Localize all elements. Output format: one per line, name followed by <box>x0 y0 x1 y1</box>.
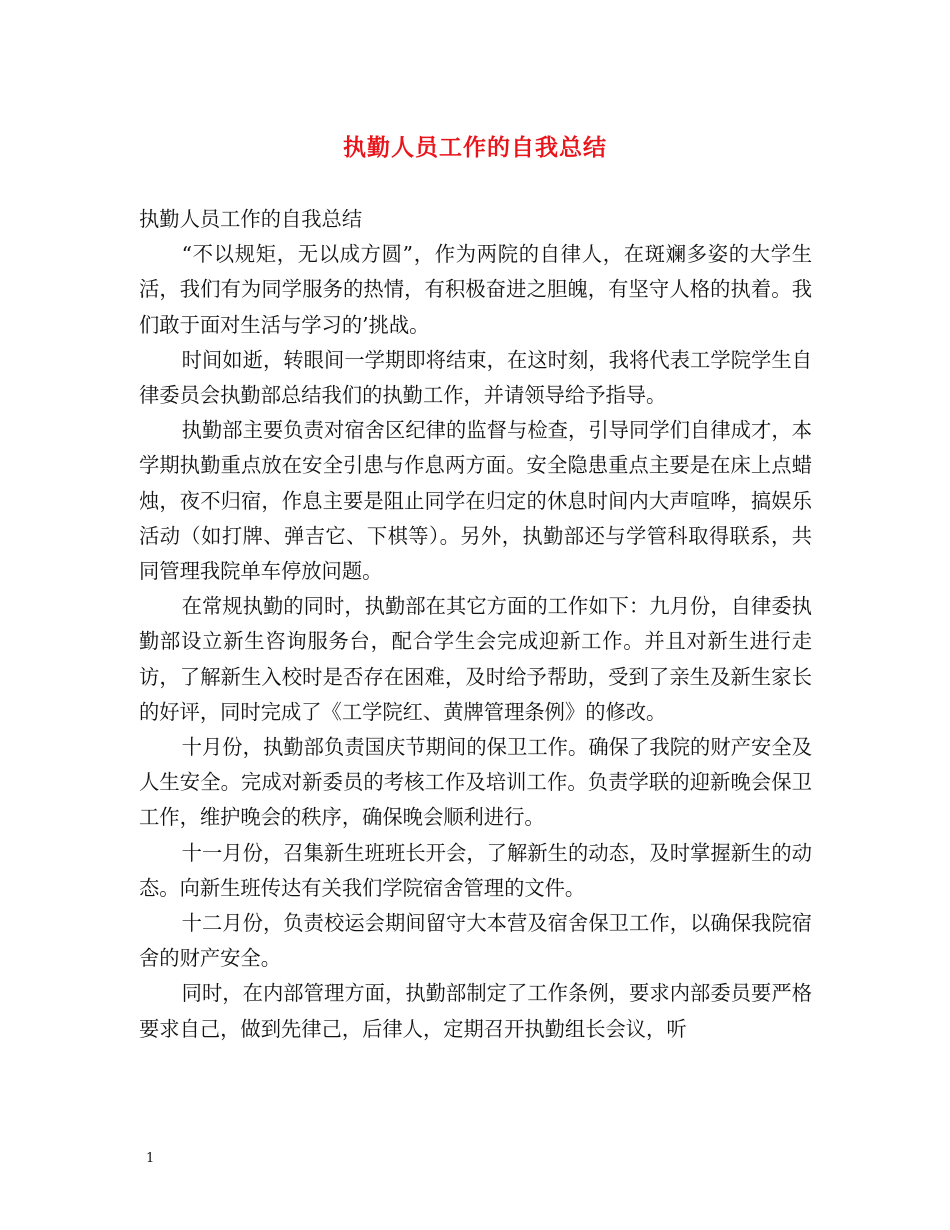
body-paragraph: 时间如逝，转眼间一学期即将结束，在这时刻，我将代表工学院学生自律委员会执勤部总结我们的执勤工作，并请领导给予指导。 <box>139 347 812 408</box>
body-paragraph: 同时，在内部管理方面，执勤部制定了工作条例，要求内部委员要严格要求自己，做到先律己，后律人，定期召开执勤组长会议，听 <box>139 981 812 1041</box>
body-paragraph: 十月份，执勤部负责国庆节期间的保卫工作。确保了我院的财产安全及人生安全。完成对新委员的考核工作及培训工作。负责学联的迎新晚会保卫工作，维护晚会的秩序，确保晚会顺利进行。 <box>139 735 812 830</box>
body-paragraph: 在常规执勤的同时，执勤部在其它方面的工作如下：九月份，自律委执勤部设立新生咨询服务台，配合学生会完成迎新工作。并且对新生进行走访，了解新生入校时是否存在困难，及时给予帮助，受到了亲生及新生家长的好评，同时完成了《工学院红、黄牌管理条例》的修改。 <box>139 594 812 724</box>
document-body <box>139 202 812 1047</box>
body-paragraph: 执勤部主要负责对宿舍区纪律的监督与检查，引导同学们自律成才，本学期执勤重点放在安全引患与作息两方面。安全隐患重点主要是在床上点蜡烛，夜不归宿，作息主要是阻止同学在归定的休息时间内大声喧哗，搞娱乐活动（如打牌、弹吉它、下棋等）。另外，执勤部还与学管科取得联系，共同管理我院单车停放问题。 <box>139 418 812 584</box>
subtitle-paragraph: 执勤人员工作的自我总结 <box>139 207 363 231</box>
body-paragraph: “不以规矩，无以成方圆”，作为两院的自律人，在斑斓多姿的大学生活，我们有为同学服务的热情，有积极奋进之胆魄，有坚守人格的执着。我们敢于面对生活与学习的’挑战。 <box>139 242 812 337</box>
body-paragraph: 十一月份，召集新生班班长开会，了解新生的动态，及时掌握新生的动态。向新生班传达有关我们学院宿舍管理的文件。 <box>139 840 812 900</box>
document-title: 执勤人员工作的自我总结 <box>343 135 607 161</box>
page-number: 1 <box>146 1151 155 1166</box>
body-paragraph: 十二月份，负责校运会期间留守大本营及宿舍保卫工作，以确保我院宿舍的财产安全。 <box>139 911 812 971</box>
